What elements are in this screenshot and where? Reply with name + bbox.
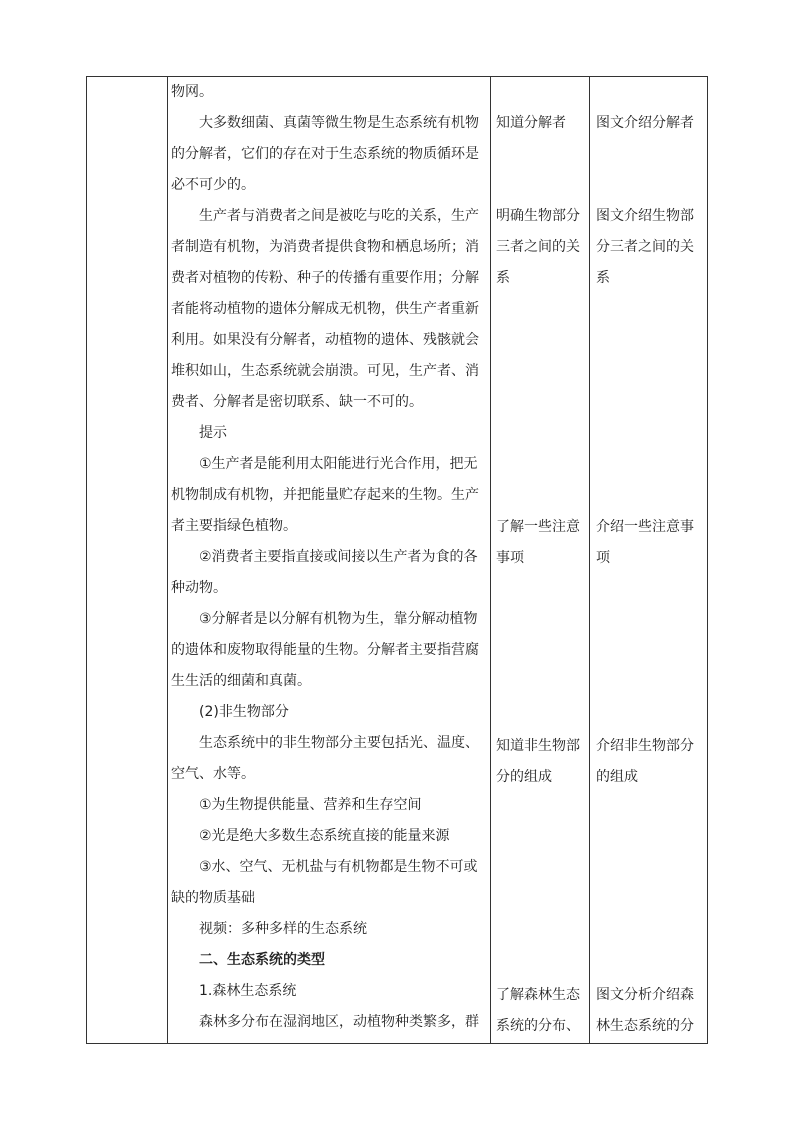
paragraph: 森林多分布在湿润地区，动植物种类繁多，群 (199, 1014, 479, 1030)
hint-heading: 提示 (199, 425, 227, 441)
goal-cell (496, 980, 584, 1042)
goal-cell (496, 201, 584, 294)
paragraph: 生态系统中的非生物部分主要包括光、温度、空气、水等。 (171, 735, 479, 782)
goal-cell (496, 108, 584, 139)
activity-cell (596, 512, 704, 574)
activity-cell (596, 980, 704, 1042)
paragraph: ②消费者主要指直接或间接以生产者为食的各种动物。 (171, 549, 478, 596)
content-cell (171, 77, 487, 1038)
paragraph: ②光是绝大多数生态系统直接的能量来源 (199, 828, 450, 844)
column-divider (589, 76, 590, 1044)
activity-item: 图文分析介绍森林生态系统的分 (596, 987, 694, 1034)
goal-item: 知道分解者 (496, 115, 566, 131)
column-divider (167, 76, 168, 1044)
text-line: 物网。 (171, 84, 213, 100)
activity-item: 图文介绍生物部分三者之间的关系 (596, 208, 694, 286)
paragraph: ①为生物提供能量、营养和生存空间 (199, 797, 422, 813)
paragraph: 生产者与消费者之间是被吃与吃的关系，生产者制造有机物，为消费者提供食物和栖息场所；消费者对植物的传粉、种子的传播有重要作用；分解者能将动植物的遗体分解成无机物，供生产者重新利用。如果没有分解者，动植物的遗体、残骸就会堆积如山，生态系统就会崩溃。可见，生产者、消费者、分解者是密切联系、缺一不可的。 (171, 208, 479, 410)
paragraph: ①生产者是能利用太阳能进行光合作用，把无机物制成有机物，并把能量贮存起来的生物。生产者主要指绿色植物。 (171, 456, 479, 534)
goal-item: 明确生物部分三者之间的关系 (496, 208, 580, 286)
column-divider (490, 76, 491, 1044)
goal-item: 了解一些注意事项 (496, 519, 580, 566)
goal-cell (496, 512, 584, 574)
video-note: 视频：多种多样的生态系统 (199, 921, 367, 937)
activity-item: 介绍一些注意事项 (596, 519, 694, 566)
activity-cell (596, 731, 704, 793)
goal-item: 知道非生物部分的组成 (496, 738, 580, 785)
activity-cell (596, 108, 704, 139)
paragraph: ③水、空气、无机盐与有机物都是生物不可或缺的物质基础 (171, 859, 478, 906)
goal-cell (496, 731, 584, 793)
activity-cell (596, 201, 704, 294)
paragraph: ③分解者是以分解有机物为生，靠分解动植物的遗体和废物取得能量的生物。分解者主要指营腐生生活的细菌和真菌。 (171, 611, 479, 689)
section-heading: 二、生态系统的类型 (199, 952, 325, 968)
goal-item: 了解森林生态系统的分布、 (496, 987, 580, 1034)
paragraph: 大多数细菌、真菌等微生物是生态系统有机物的分解者，它们的存在对于生态系统的物质循环是必不可少的。 (171, 115, 479, 193)
subheading: 1.森林生态系统 (199, 983, 297, 999)
subheading: (2)非生物部分 (199, 704, 289, 720)
activity-item: 介绍非生物部分的组成 (596, 738, 694, 785)
activity-item: 图文介绍分解者 (596, 115, 694, 131)
